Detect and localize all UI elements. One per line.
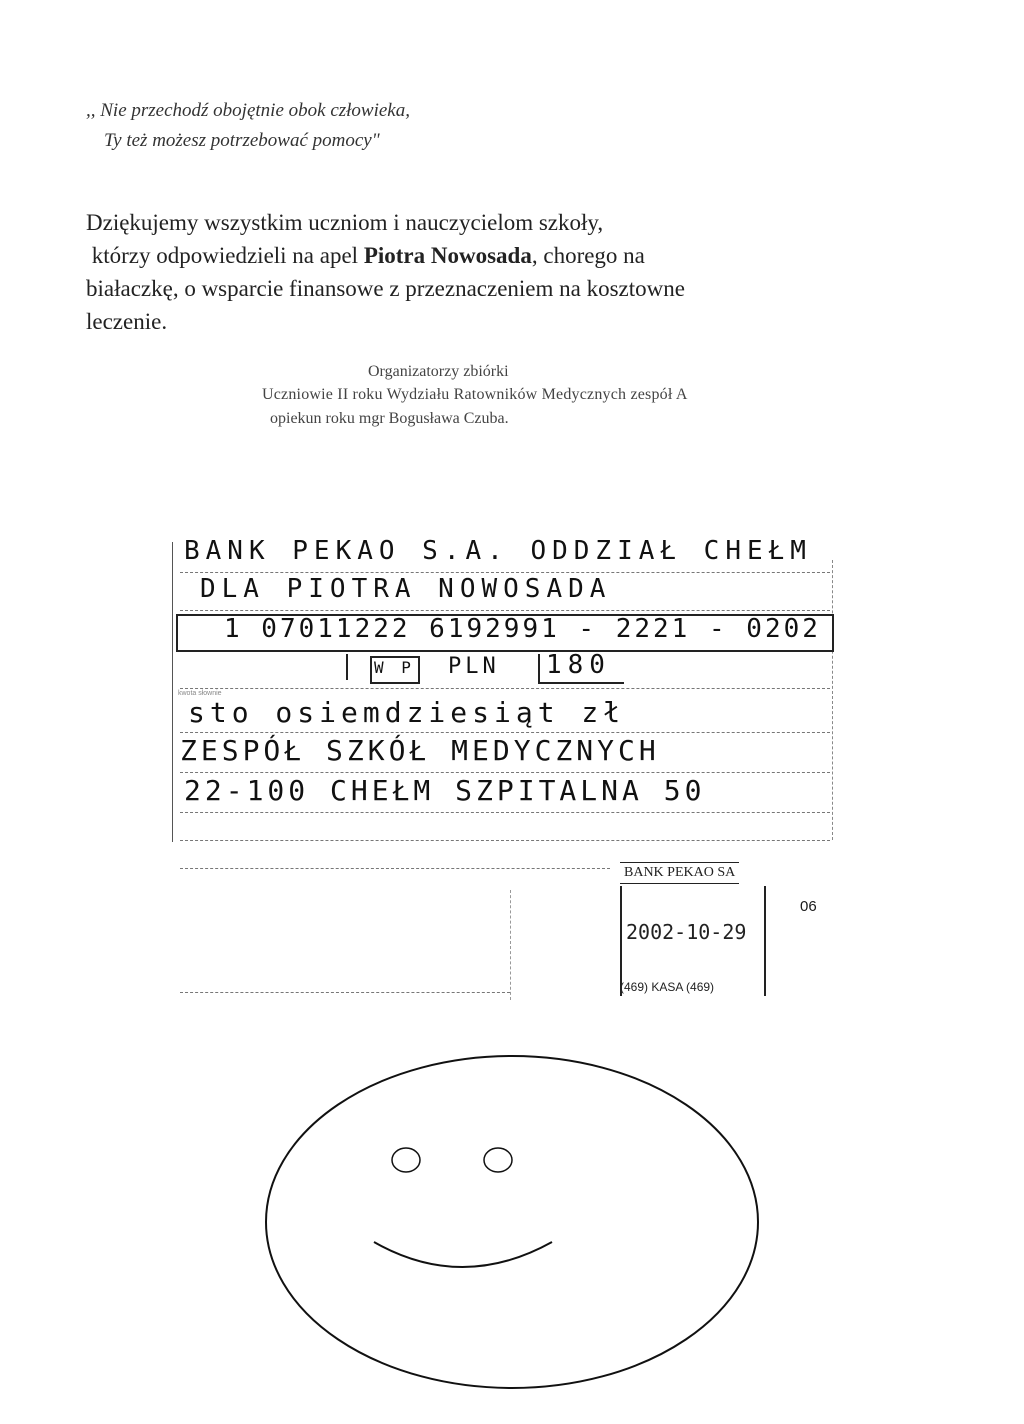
sender-row-line <box>180 772 830 773</box>
quote-line-1: ,, Nie przechodź obojętnie obok człowieka, <box>86 100 410 121</box>
thanks-line-2-start: którzy odpowiedzieli na apel <box>91 243 364 268</box>
amount-row-line <box>180 688 830 689</box>
stamp-bank-name: BANK PEKAO SA <box>620 862 739 884</box>
recipient-field: DLA PIOTRA NOWOSADA <box>200 574 612 604</box>
form-left-border <box>172 542 173 842</box>
organizers-supervisor: opiekun roku mgr Bogusława Czuba. <box>270 410 509 427</box>
currency-field: PLN <box>448 654 500 679</box>
thanks-line-2 <box>86 239 846 272</box>
amount-words-field: sto osiemdziesiąt zł <box>188 696 626 729</box>
currency-label: W P <box>374 658 415 677</box>
thanks-line-2-end: , chorego na <box>531 243 645 268</box>
patient-name: Piotra Nowosada <box>363 243 532 268</box>
bank-name-field: BANK PEKAO S.A. ODDZIAŁ CHEŁM <box>184 536 812 566</box>
organizers-students: Uczniowie II roku Wydziału Ratowników Medycznych zespół A <box>262 386 688 403</box>
bank-stamp <box>620 862 770 1012</box>
sender-field: ZESPÓŁ SZKÓŁ MEDYCZNYCH <box>180 734 660 767</box>
quote-line-2: Ty też możesz potrzebować pomocy" <box>104 130 380 151</box>
smiley-face-icon <box>262 1052 762 1402</box>
account-number-field: 1 07011222 6192991 - 2221 - 0202 <box>224 614 821 644</box>
smiley-left-eye <box>392 1148 420 1172</box>
smiley-outline <box>266 1056 758 1388</box>
empty-row-line-1 <box>180 840 830 841</box>
organizers-title: Organizatorzy zbiórki <box>368 363 509 380</box>
address-field: 22-100 CHEŁM SZPITALNA 50 <box>184 774 706 807</box>
side-number: 06 <box>800 898 817 915</box>
address-row-line <box>180 812 830 813</box>
amount-words-caption: kwota słownie <box>178 690 222 697</box>
thanks-line-3: białaczkę, o wsparcie finansowe z przeznaczeniem na kosztowne <box>86 276 685 301</box>
form-divider <box>510 890 511 1000</box>
stamp-kasa: (469) KASA (469) <box>620 980 715 994</box>
recipient-row-line <box>180 610 830 611</box>
thanks-line-4: leczenie. <box>86 309 168 334</box>
thanks-line-1: Dziękujemy wszystkim uczniom i nauczycielom szkoły, <box>86 210 604 235</box>
bank-row-line <box>180 572 830 573</box>
empty-row-line-2 <box>180 868 610 869</box>
stamp-right-border <box>764 886 766 996</box>
form-right-border <box>832 560 833 840</box>
signature-line <box>180 992 510 993</box>
thanks-paragraph <box>86 206 846 338</box>
smiley-mouth <box>374 1242 552 1267</box>
words-row-line <box>180 732 830 733</box>
stamp-date: 2002-10-29 <box>626 920 747 944</box>
empty-box <box>176 654 348 680</box>
amount-field: 180 <box>546 650 611 680</box>
smiley-right-eye <box>484 1148 512 1172</box>
